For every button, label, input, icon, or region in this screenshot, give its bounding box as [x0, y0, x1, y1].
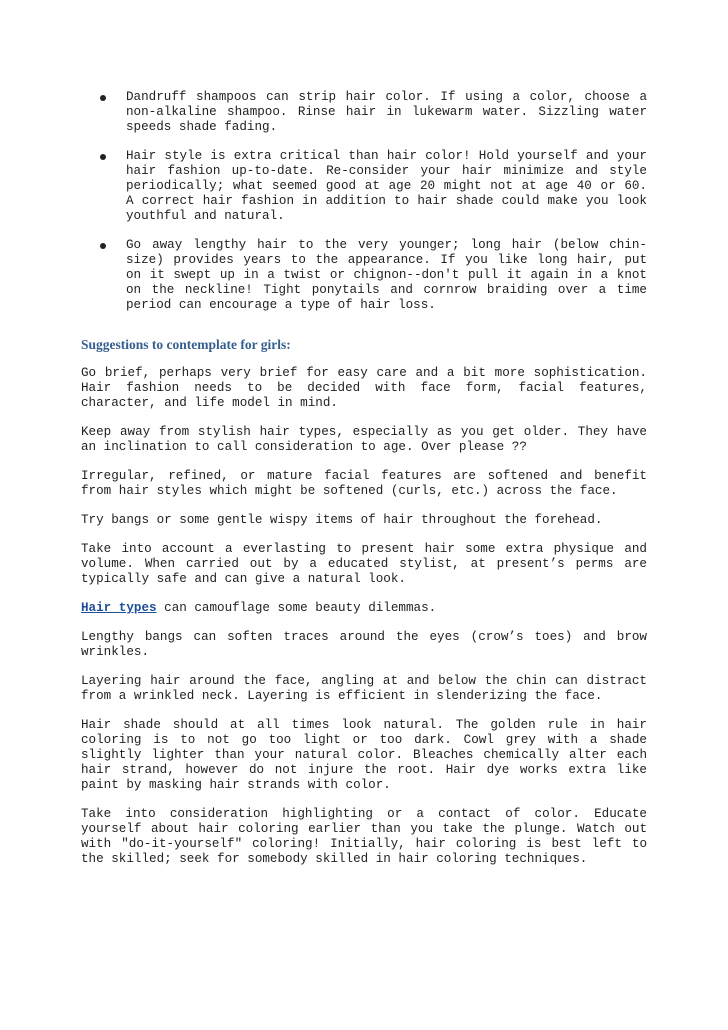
paragraph: Go brief, perhaps very brief for easy care and a bit more sophistication. Hair fashion needs to be decided with face form, facial features, character, and life model in mind.	[81, 366, 647, 410]
paragraph: Take into account a everlasting to present hair some extra physique and volume. When carried out by a educated stylist, at present’s perms are typically safe and can give a natural look.	[81, 542, 647, 586]
paragraph: Hair shade should at all times look natural. The golden rule in hair coloring is to not go too light or too dark. Cowl grey with a shade slightly lighter than your natural color. Bleaches chemically alter each hair strand, however do not injure the root. Hair dye works extra like paint by masking hair strands with color.	[81, 718, 647, 792]
paragraph: Layering hair around the face, angling at and below the chin can distract from a wrinkled neck. Layering is efficient in slenderizing the face.	[81, 674, 647, 703]
section-heading: Suggestions to contemplate for girls:	[81, 337, 291, 352]
paragraph-with-link	[81, 601, 647, 616]
bullet-item	[81, 238, 647, 313]
bullet-item	[81, 90, 647, 135]
hair-types-link[interactable]: Hair types	[81, 601, 157, 615]
paragraph-text: can camouflage some beauty dilemmas.	[156, 601, 437, 615]
bullet-list	[81, 90, 647, 313]
paragraph: Lengthy bangs can soften traces around the eyes (crow’s toes) and brow wrinkles.	[81, 630, 647, 659]
paragraph: Take into consideration highlighting or a contact of color. Educate yourself about hair coloring earlier than you take the plunge. Watch out with "do-it-yourself" coloring! Initially, hair coloring is best left to the skilled; seek for somebody skilled in hair coloring techniques.	[81, 807, 647, 866]
bullet-icon	[100, 154, 106, 160]
bullet-text: Dandruff shampoos can strip hair color. If using a color, choose a non-alkaline shampoo. Rinse hair in lukewarm water. Sizzling water speeds shade fading.	[126, 90, 647, 134]
bullet-icon	[100, 95, 106, 101]
bullet-icon	[100, 243, 106, 249]
paragraph: Keep away from stylish hair types, especially as you get older. They have an inclination to call consideration to age. Over please ??	[81, 425, 647, 454]
bullet-text: Go away lengthy hair to the very younger; long hair (below chin-size) provides years to the appearance. If you like long hair, put on it swept up in a twist or chignon--don't pull it again in a knot on the neckline! Tight ponytails and cornrow braiding over a time period can encourage a type of hair loss.	[126, 238, 647, 312]
document-page	[81, 90, 647, 881]
paragraph: Irregular, refined, or mature facial features are softened and benefit from hair styles which might be softened (curls, etc.) across the face.	[81, 469, 647, 498]
bullet-text: Hair style is extra critical than hair color! Hold yourself and your hair fashion up-to-date. Re-consider your hair minimize and style periodically; what seemed good at age 20 might not at age 40 or 60. A correct hair fashion in addition to hair shade could make you look youthful and natural.	[126, 149, 647, 223]
bullet-item	[81, 149, 647, 224]
paragraph: Try bangs or some gentle wispy items of hair throughout the forehead.	[81, 513, 603, 527]
